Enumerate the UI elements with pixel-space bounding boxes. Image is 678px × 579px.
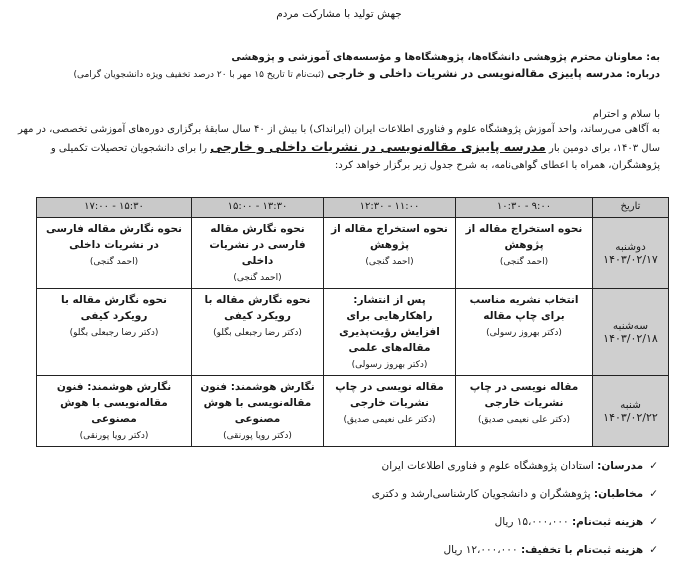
session-title: پس از انتشار: راهکارهایی برای افزایش رؤیت‌پذیری مقاله‌های علمی — [339, 294, 440, 354]
info-instructors — [20, 458, 658, 474]
session-title: انتخاب نشریه مناسب برای چاپ مقاله — [469, 294, 579, 322]
session-teacher: (احمد گنجی) — [499, 257, 549, 267]
session-cell — [456, 289, 593, 376]
session-cell — [192, 218, 324, 289]
session-cell — [192, 376, 324, 447]
info-value: ۱۲،۰۰۰،۰۰۰ ریال — [443, 544, 518, 556]
session-title: نحوه نگارش مقاله فارسی در نشریات داخلی — [209, 223, 306, 267]
schedule-row — [37, 289, 669, 376]
schedule-header-row — [37, 198, 669, 218]
check-icon: ✓ — [649, 460, 658, 472]
day-cell — [593, 289, 669, 376]
body-paragraph — [14, 121, 660, 174]
session-title: نگارش هوشمند: فنون مقاله‌نویسی با هوش مصنوعی — [200, 381, 315, 425]
session-teacher: (دکتر رضا رجبعلی بگلو) — [213, 328, 302, 338]
day-date: ۱۴۰۳/۰۲/۱۸ — [603, 331, 658, 345]
session-teacher: (دکتر بهروز رسولی) — [486, 328, 562, 338]
session-title: نحوه نگارش مقاله با رویکرد کیفی — [204, 294, 311, 322]
day-name: دوشنبه — [615, 240, 646, 253]
slogan: جهش تولید با مشارکت مردم — [276, 8, 402, 20]
header-date: تاریخ — [593, 198, 669, 218]
session-teacher: (دکتر رویا پورنقی) — [223, 431, 292, 441]
session-title: نحوه نگارش مقاله با رویکرد کیفی — [61, 294, 167, 322]
session-teacher: (دکتر بهروز رسولی) — [351, 360, 428, 370]
session-teacher: (احمد گنجی) — [233, 273, 282, 283]
session-teacher: (دکتر رویا پورنقی) — [79, 431, 149, 441]
schedule-row — [37, 218, 669, 289]
session-teacher: (احمد گنجی) — [365, 257, 414, 267]
day-date: ۱۴۰۳/۰۲/۱۷ — [603, 252, 658, 266]
header-slot-4: ۱۵:۳۰ - ۱۷:۰۰ — [37, 198, 192, 218]
subject-line — [18, 66, 660, 83]
header-slot-3: ۱۳:۳۰ - ۱۵:۰۰ — [192, 198, 324, 218]
session-teacher: (دکتر علی نعیمی صدیق) — [343, 415, 436, 425]
recipient-line: به: معاونان محترم پژوهشی دانشگاه‌ها، پژوهشگاه‌ها و مؤسسه‌های آموزشی و پژوهشی — [231, 52, 660, 63]
subject-title: مدرسه پاییزی مقاله‌نویسی در نشریات داخلی و خارجی — [327, 67, 623, 80]
body-part1: به آگاهی می‌رساند، واحد آموزش پژوهشگاه علوم و فناوری اطلاعات ایران (ایرانداک) با بیش از ۴۰ سال سابقهٔ برگزاری دوره‌های آموزشی تخصصی، در مهر سال ۱۴۰۳، برای دومین بار — [17, 124, 660, 154]
session-cell — [324, 289, 456, 376]
session-title: نگارش هوشمند: فنون مقاله‌نویسی با هوش مصنوعی — [56, 381, 172, 425]
check-icon: ✓ — [649, 488, 658, 500]
session-teacher: (احمد گنجی) — [89, 257, 139, 267]
info-label: مخاطبان: — [593, 488, 644, 500]
day-cell — [593, 218, 669, 289]
session-cell — [37, 376, 192, 447]
session-cell — [37, 289, 192, 376]
session-title: نحوه استخراج مقاله از پژوهش — [465, 223, 583, 251]
session-cell — [324, 218, 456, 289]
session-title: نحوه نگارش مقاله فارسی در نشریات داخلی — [46, 223, 182, 251]
day-date: ۱۴۰۳/۰۲/۲۲ — [603, 410, 658, 424]
check-icon: ✓ — [649, 544, 658, 556]
session-title: مقاله نویسی در چاپ نشریات خارجی — [335, 381, 444, 409]
info-value: ۱۵،۰۰۰،۰۰۰ ریال — [494, 516, 569, 528]
check-icon: ✓ — [649, 516, 658, 528]
session-teacher: (دکتر علی نعیمی صدیق) — [477, 415, 571, 425]
info-fee — [20, 514, 658, 530]
day-cell — [593, 376, 669, 447]
info-audience — [20, 486, 658, 502]
session-title: مقاله نویسی در چاپ نشریات خارجی — [469, 381, 579, 409]
info-value: استادان پژوهشگاه علوم و فناوری اطلاعات ایران — [381, 460, 594, 472]
session-title: نحوه استخراج مقاله از پژوهش — [331, 223, 448, 251]
session-cell — [37, 218, 192, 289]
session-teacher: (دکتر رضا رجبعلی بگلو) — [69, 328, 159, 338]
schedule-row — [37, 376, 669, 447]
header-slot-2: ۱۱:۰۰ - ۱۲:۳۰ — [324, 198, 456, 218]
header-slot-1: ۹:۰۰ - ۱۰:۳۰ — [456, 198, 593, 218]
info-value: پژوهشگران و دانشجویان کارشناسی‌ارشد و دکتری — [371, 488, 591, 500]
session-cell — [456, 376, 593, 447]
info-label: مدرسان: — [597, 460, 644, 472]
schedule-table — [36, 197, 669, 447]
body-part2: را برای دانشجویان تحصیلات تکمیلی و پژوهشگران، همراه با اعطای گواهی‌نامه، به شرح جدول زیر برگزار خواهد کرد: — [50, 143, 660, 171]
greeting: با سلام و احترام — [592, 109, 660, 120]
subject-note: (ثبت‌نام تا تاریخ ۱۵ مهر با ۲۰ درصد تخفیف ویژه دانشجویان گرامی) — [73, 70, 325, 80]
info-label: هزینه ثبت‌نام: — [571, 516, 644, 528]
session-cell — [192, 289, 324, 376]
session-cell — [324, 376, 456, 447]
day-name: سه‌شنبه — [612, 319, 649, 332]
body-highlight: مدرسه پاییزی مقاله‌نویسی در نشریات داخلی و خارجی — [210, 139, 546, 154]
subject-label: درباره: — [625, 69, 660, 80]
day-name: شنبه — [620, 398, 641, 411]
session-cell — [456, 218, 593, 289]
info-label: هزینه ثبت‌نام با تخفیف: — [520, 544, 644, 556]
info-discount-fee — [20, 542, 658, 558]
